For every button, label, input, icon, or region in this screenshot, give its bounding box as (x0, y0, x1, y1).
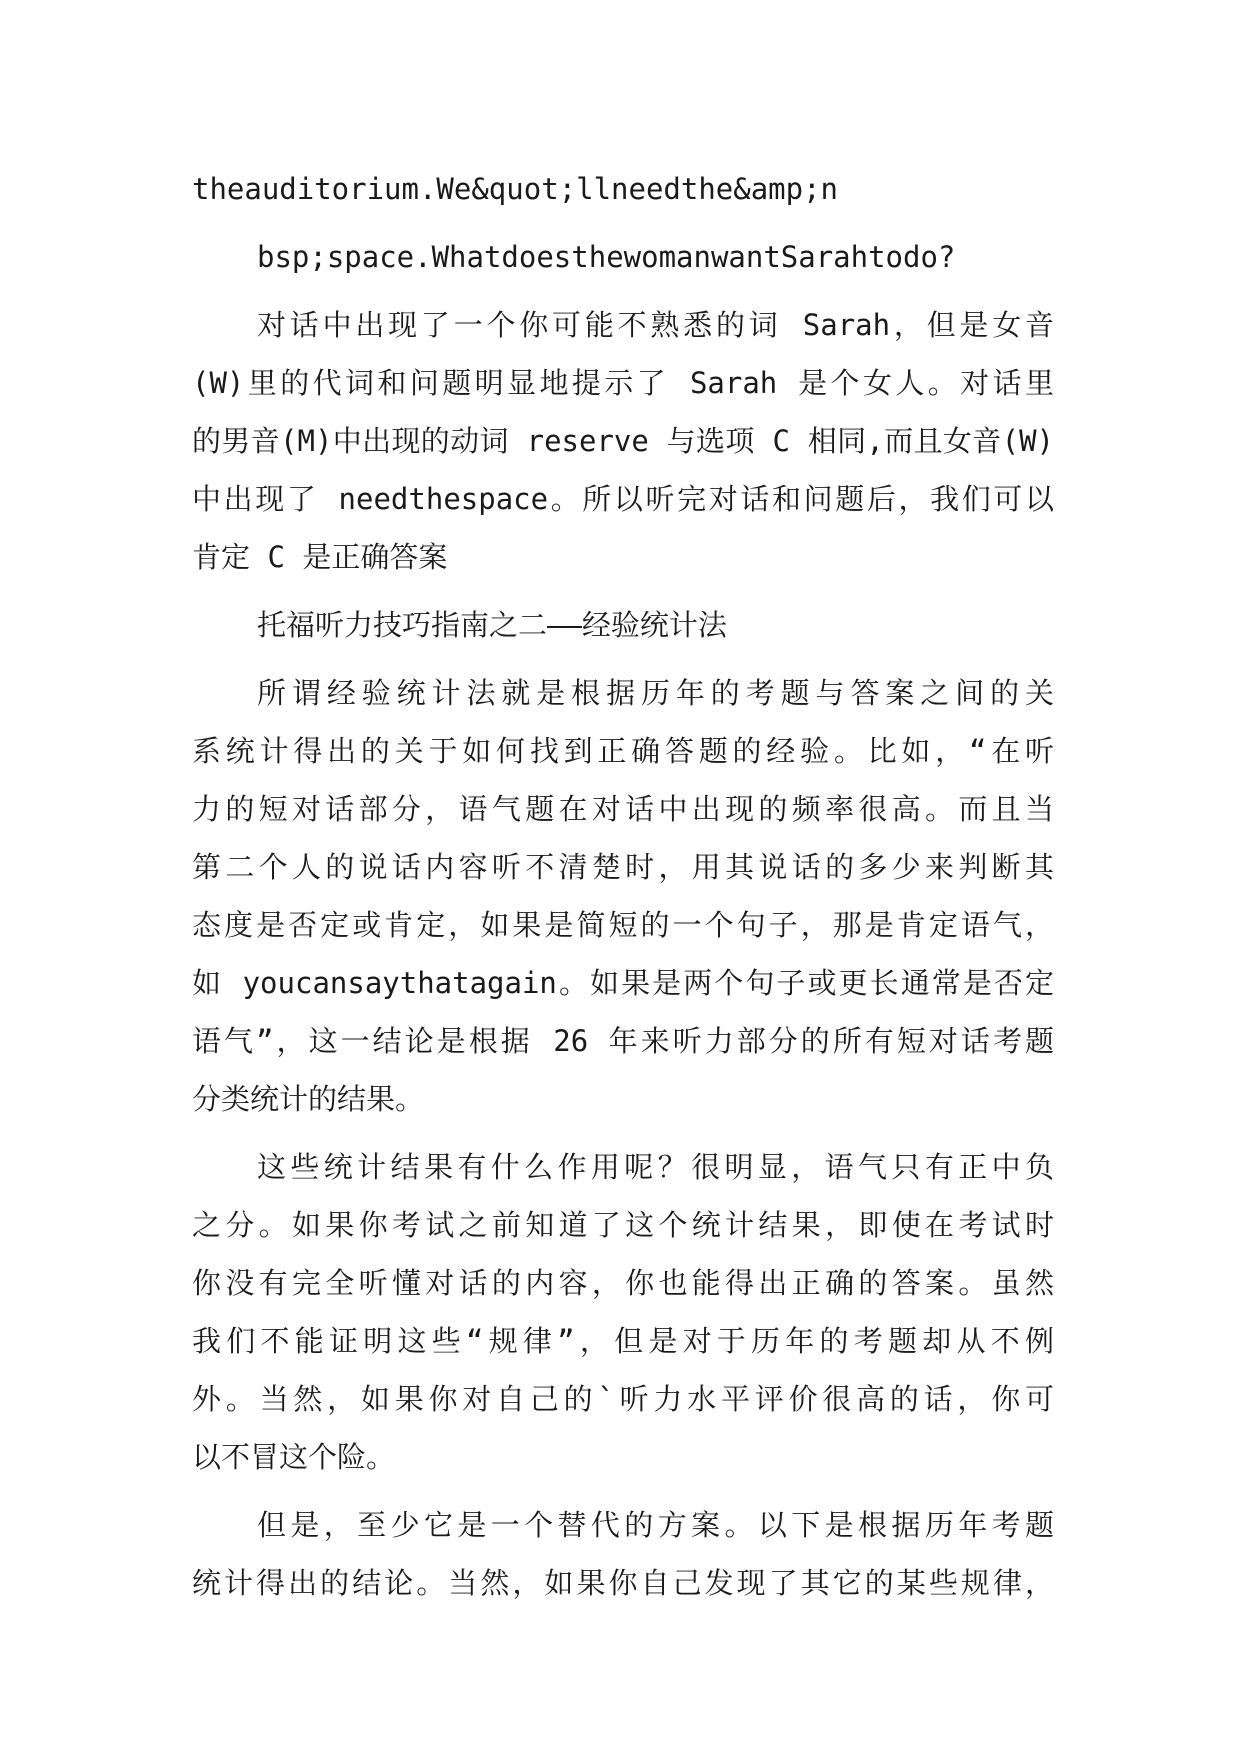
text-line: 力的短对话部分，语气题在对话中出现的频率很高。而且当 (192, 792, 1054, 826)
paragraph-3 (192, 296, 1054, 586)
text-line: 第二个人的说话内容听不清楚时，用其说话的多少来判断其 (192, 850, 1054, 884)
text-line: 态度是否定或肯定，如果是简短的一个句子，那是肯定语气， (192, 908, 1054, 942)
text-line: 这些统计结果有什么作用呢？很明显，语气只有正中负 (257, 1150, 1054, 1184)
text-line: 分类统计的结果。 (192, 1082, 425, 1116)
text-line: 语气”，这一结论是根据 26 年来听力部分的所有短对话考题 (192, 1024, 1054, 1058)
text-line: 但是，至少它是一个替代的方案。以下是根据历年考题 (257, 1508, 1054, 1542)
text-line: 的男音(M)中出现的动词 reserve 与选项 C 相同,而且女音(W) (192, 424, 1054, 458)
text-line: bsp;space.WhatdoesthewomanwantSarahtodo? (257, 240, 956, 274)
document-body (192, 160, 1054, 1622)
paragraph-2 (192, 228, 1054, 286)
text-line: 所谓经验统计法就是根据历年的考题与答案之间的关 (257, 676, 1054, 710)
text-line: 系统计得出的关于如何找到正确答题的经验。比如，“在听 (192, 734, 1054, 768)
text-line: 外。当然，如果你对自己的`听力水平评价很高的话，你可 (192, 1382, 1054, 1416)
paragraph-1 (192, 160, 1054, 218)
text-line: 我们不能证明这些“规律”，但是对于历年的考题却从不例 (192, 1324, 1054, 1358)
heading-text: 托福听力技巧指南之二——经验统计法 (257, 608, 727, 642)
text-line: theauditorium.We&quot;llneedthe&amp;n (192, 172, 839, 206)
text-line: 你没有完全听懂对话的内容，你也能得出正确的答案。虽然 (192, 1266, 1054, 1300)
section-heading (192, 596, 1054, 654)
text-line: 统计得出的结论。当然，如果你自己发现了其它的某些规律， (192, 1566, 1054, 1600)
text-line: 中出现了 needthespace。所以听完对话和问题后，我们可以 (192, 482, 1054, 516)
text-line: 对话中出现了一个你可能不熟悉的词 Sarah，但是女音 (257, 308, 1054, 342)
paragraph-6 (192, 1138, 1054, 1486)
paragraph-5 (192, 664, 1054, 1128)
text-line: 肯定 C 是正确答案 (192, 540, 448, 574)
text-line: (W)里的代词和问题明显地提示了 Sarah 是个女人。对话里 (192, 366, 1054, 400)
text-line: 如 youcansaythatagain。如果是两个句子或更长通常是否定 (192, 966, 1054, 1000)
paragraph-7 (192, 1496, 1054, 1612)
text-line: 之分。如果你考试之前知道了这个统计结果，即使在考试时 (192, 1208, 1054, 1242)
text-line: 以不冒这个险。 (192, 1440, 396, 1474)
